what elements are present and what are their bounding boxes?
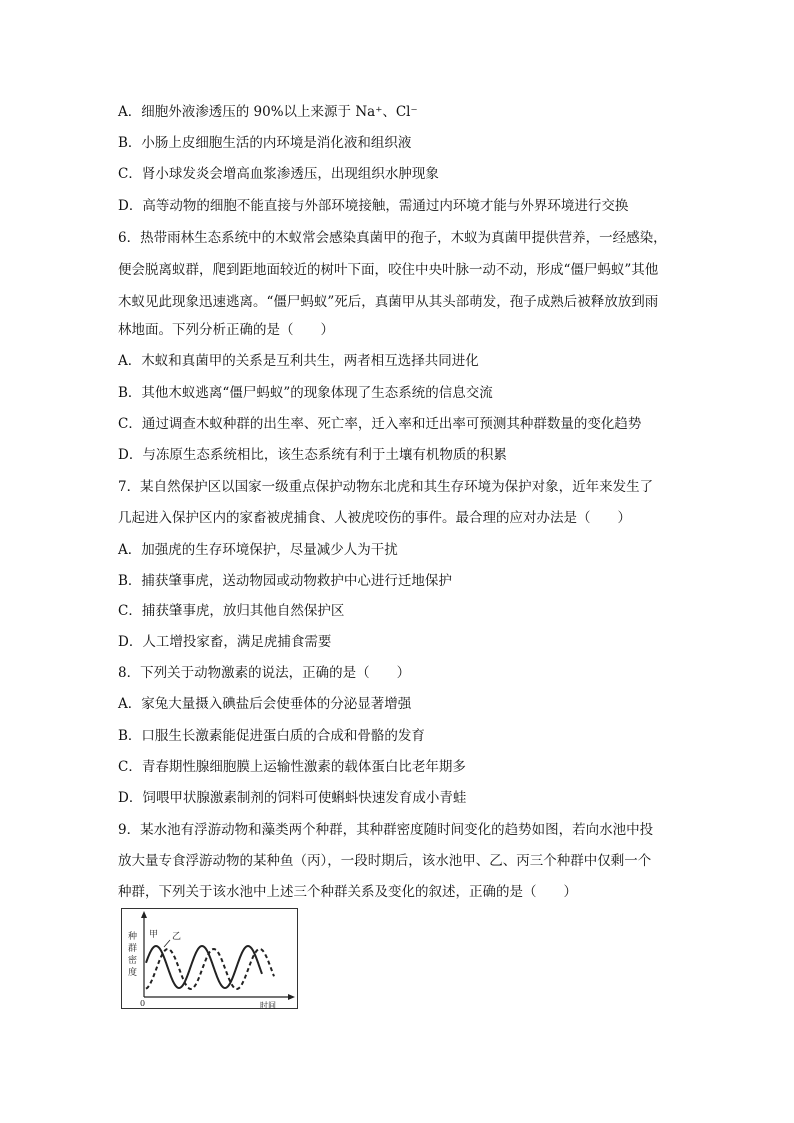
ylabel-char-1: 种 (128, 932, 138, 942)
option-6a: A．木蚁和真菌甲的关系是互利共生，两者相互选择共同进化 (118, 353, 479, 369)
x-axis-arrow (288, 994, 295, 1000)
option-6d: D．与冻原生态系统相比，该生态系统有利于土壤有机物质的积累 (118, 447, 507, 463)
series-label-jia: 甲 (149, 930, 159, 940)
question-6-line-1: 6．热带雨林生态系统中的木蚁常会感染真菌甲的孢子，木蚁为真菌甲提供营养，一经感染， (118, 230, 667, 246)
option-5d: D．高等动物的细胞不能直接与外部环境接触，需通过内环境才能与外界环境进行交换 (118, 198, 629, 214)
option-8a: A．家兔大量摄入碘盐后会使垂体的分泌显著增强 (118, 696, 412, 712)
chart-svg (122, 909, 299, 1010)
option-7a: A．加强虎的生存环境保护，尽量减少人为干扰 (118, 542, 398, 558)
ylabel-char-3: 密 (128, 956, 138, 966)
question-7-line-2: 几起进入保护区内的家畜被虎捕食、人被虎咬伤的事件。最合理的应对办法是（ ） (118, 510, 631, 526)
option-5a: A．细胞外液渗透压的 90%以上来源于 Na⁺、Cl⁻ (118, 104, 418, 120)
option-7b: B．捕获肇事虎，送动物园或动物救护中心进行迁地保护 (118, 573, 452, 589)
population-density-figure (121, 908, 298, 1009)
question-7-line-1: 7．某自然保护区以国家一级重点保护动物东北虎和其生存环境为保护对象，近年来发生了 (118, 479, 654, 495)
option-6c: C．通过调查木蚁种群的出生率、死亡率，迁入率和迁出率可预测其种群数量的变化趋势 (118, 416, 642, 432)
option-6b: B．其他木蚁逃离“僵尸蚂蚁”的现象体现了生态系统的信息交流 (118, 385, 493, 401)
question-9-line-2: 放大量专食浮游动物的某种鱼（丙），一段时期后，该水池甲、乙、丙三个种群中仅剩一个 (118, 853, 652, 869)
ylabel-char-2: 群 (128, 944, 138, 954)
question-9-line-3: 种群，下列关于该水池中上述三个种群关系及变化的叙述，正确的是（ ） (118, 884, 577, 900)
xlabel: 时间 (260, 1001, 276, 1010)
option-7d: D．人工增投家畜，满足虎捕食需要 (118, 634, 332, 650)
question-6-line-4: 林地面。下列分析正确的是（ ） (118, 322, 334, 338)
option-8b: B．口服生长激素能促进蛋白质的合成和骨骼的发育 (118, 728, 425, 744)
option-8d: D．饲喂甲状腺激素制剂的饲料可使蝌蚪快速发育成小青蛙 (118, 790, 467, 806)
option-5b: B．小肠上皮细胞生活的内环境是消化液和组织液 (118, 135, 412, 151)
question-9-line-1: 9．某水池有浮游动物和藻类两个种群，其种群密度随时间变化的趋势如图，若向水池中投 (118, 822, 654, 838)
series-label-yi: 乙 (172, 932, 182, 942)
option-8c: C．青春期性腺细胞膜上运输性激素的载体蛋白比老年期多 (118, 759, 466, 775)
option-5c: C．肾小球发炎会增高血浆渗透压，出现组织水肿现象 (118, 166, 439, 182)
series-label-yi-pointer (164, 940, 170, 947)
question-6-line-3: 木蚁见此现象迅速逃离。“僵尸蚂蚁”死后，真菌甲从其头部萌发，孢子成熟后被释放放到雨 (118, 294, 659, 310)
origin-label: 0 (140, 999, 146, 1008)
option-7c: C．捕获肇事虎，放归其他自然保护区 (118, 603, 345, 619)
question-6-line-2: 便会脱离蚁群，爬到距地面较近的树叶下面，咬住中央叶脉一动不动，形成“僵尸蚂蚁”其他 (118, 262, 659, 278)
y-axis-arrow (141, 911, 147, 918)
ylabel-char-4: 度 (128, 968, 138, 978)
question-8: 8．下列关于动物激素的说法，正确的是（ ） (118, 665, 411, 681)
